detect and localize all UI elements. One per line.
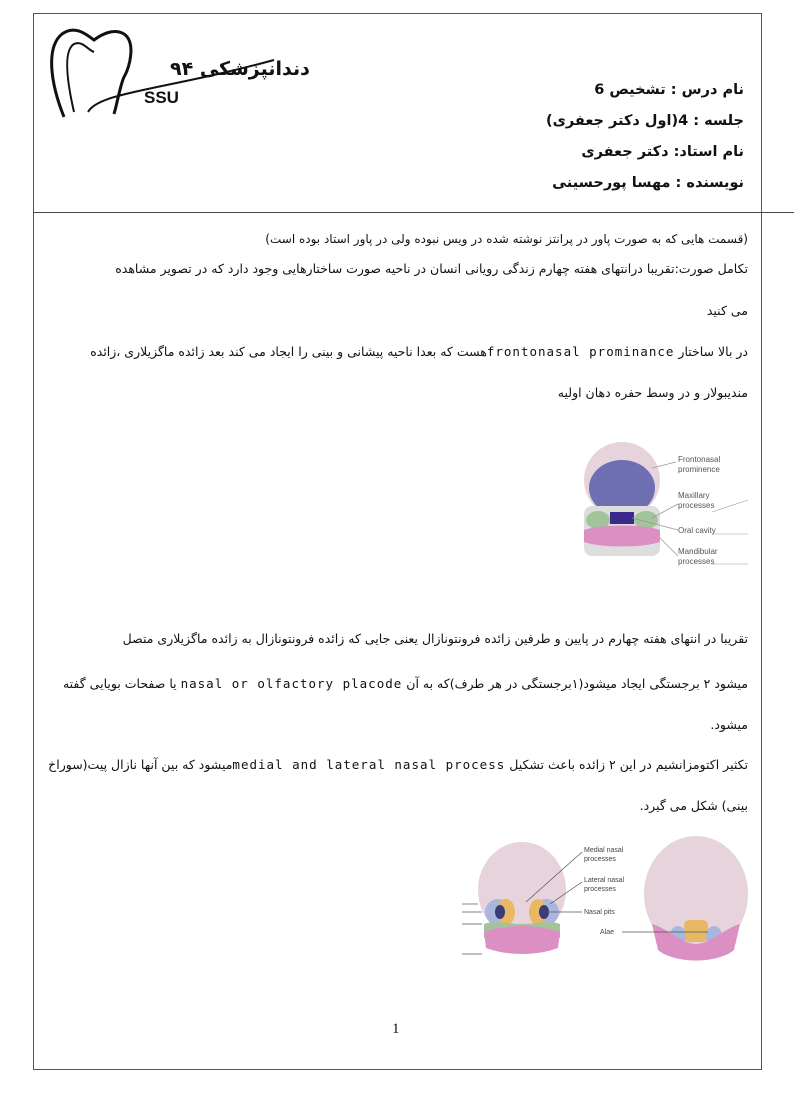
paragraph-4-line-2: بینی) شکل می گیرد. (639, 798, 748, 813)
label-alae: Alae (600, 929, 615, 936)
paragraph-3-line-2 (58, 676, 748, 691)
page-number: 1 (392, 1021, 400, 1037)
header-info (384, 78, 744, 202)
paragraph-2-line-1 (58, 344, 748, 359)
note-line: (قسمت هایی که به صورت پاور در پرانتز نوشته شده در ویس نبوده ولی در پاور استاد بوده است) (265, 232, 748, 246)
label-medial-nasal-2: processes (584, 856, 616, 863)
label-medial-nasal-1: Medial nasal (584, 847, 624, 854)
paragraph-2-post: هست که بعدا ناحیه پیشانی و بینی را ایجاد می کند بعد زائده ماگزیلاری ،زائده (90, 344, 487, 359)
label-mandibular-1: Mandibular (678, 547, 718, 556)
label-lateral-nasal-2: processes (584, 886, 616, 893)
label-nasal-pits: Nasal pits (584, 909, 615, 916)
nasal-process-diagram (462, 832, 752, 984)
frontonasal-term: frontonasal prominance (486, 344, 675, 359)
olfactory-placode-term: nasal or olfactory placode (180, 676, 403, 691)
paragraph-1-line-2: می کنید (706, 303, 748, 318)
mandibular-left-shape (484, 926, 560, 954)
paragraph-3-post: یا صفحات بویایی گفته (62, 676, 177, 691)
teacher-name: نام استاد: دکتر جعفری (581, 144, 744, 160)
course-name: نام درس : تشخیص 6 (594, 82, 744, 98)
label-lateral-nasal-1: Lateral nasal (584, 877, 625, 884)
paragraph-2-line-2: مندیبولار و در وسط حفره دهان اولیه (557, 385, 748, 400)
label-oral-cavity: Oral cavity (678, 526, 716, 535)
figure-nasal-processes (462, 832, 752, 984)
label-mandibular-2: processes (678, 557, 715, 566)
session-info: جلسه : 4(اول دکتر جعفری) (545, 113, 744, 129)
oral-cavity-shape (610, 512, 634, 524)
mandibular-shape (584, 526, 660, 547)
paragraph-3-pre: میشود ۲ برجستگی ایجاد میشود(۱برجستگی در هر طرف)که به آن (406, 676, 748, 691)
figure-4th-week-face (562, 432, 752, 580)
paragraph-1-line-1: تکامل صورت:تقریبا درانتهای هفته چهارم زندگی رویانی انسان در ناحیه صورت ساختارهایی وجود دارد که در تصویر مشاهده (115, 261, 748, 276)
logo-abbreviation: SSU (144, 88, 179, 107)
paragraph-2-pre: در بالا ساختار (678, 344, 748, 359)
paragraph-4-post: میشود که بین آنها نازال پیت(سوراخ (48, 757, 233, 772)
paragraph-3-line-3: میشود. (710, 717, 748, 732)
nasal-process-term: medial and lateral nasal process (232, 757, 506, 772)
nasal-pit-left-shape (495, 905, 505, 919)
medial-nasal-right-head-shape (684, 920, 708, 942)
paragraph-4-line-1 (48, 757, 748, 772)
label-maxillary-2: processes (678, 501, 715, 510)
embryo-face-diagram (562, 432, 752, 580)
logo-text: دندانپزشکی ۹۴ (170, 58, 310, 80)
header-separator (33, 212, 794, 213)
paragraph-3-line-1: تقریبا در انتهای هفته چهارم در پایین و طرفین زائده فرونتونازال یعنی جایی که زائده فرونتونازال به زائده ماگزیلاری متصل (122, 631, 748, 646)
logo (44, 22, 310, 122)
label-frontonasal-2: prominence (678, 465, 720, 474)
paragraph-4-pre: تکثیر اکتومزانشیم در این ۲ زائده باعث تشکیل (509, 757, 748, 772)
author-name: نویسنده : مهسا پورحسینی (552, 175, 744, 191)
label-frontonasal-1: Frontonasal (678, 455, 721, 464)
label-maxillary-1: Maxillary (678, 491, 710, 500)
